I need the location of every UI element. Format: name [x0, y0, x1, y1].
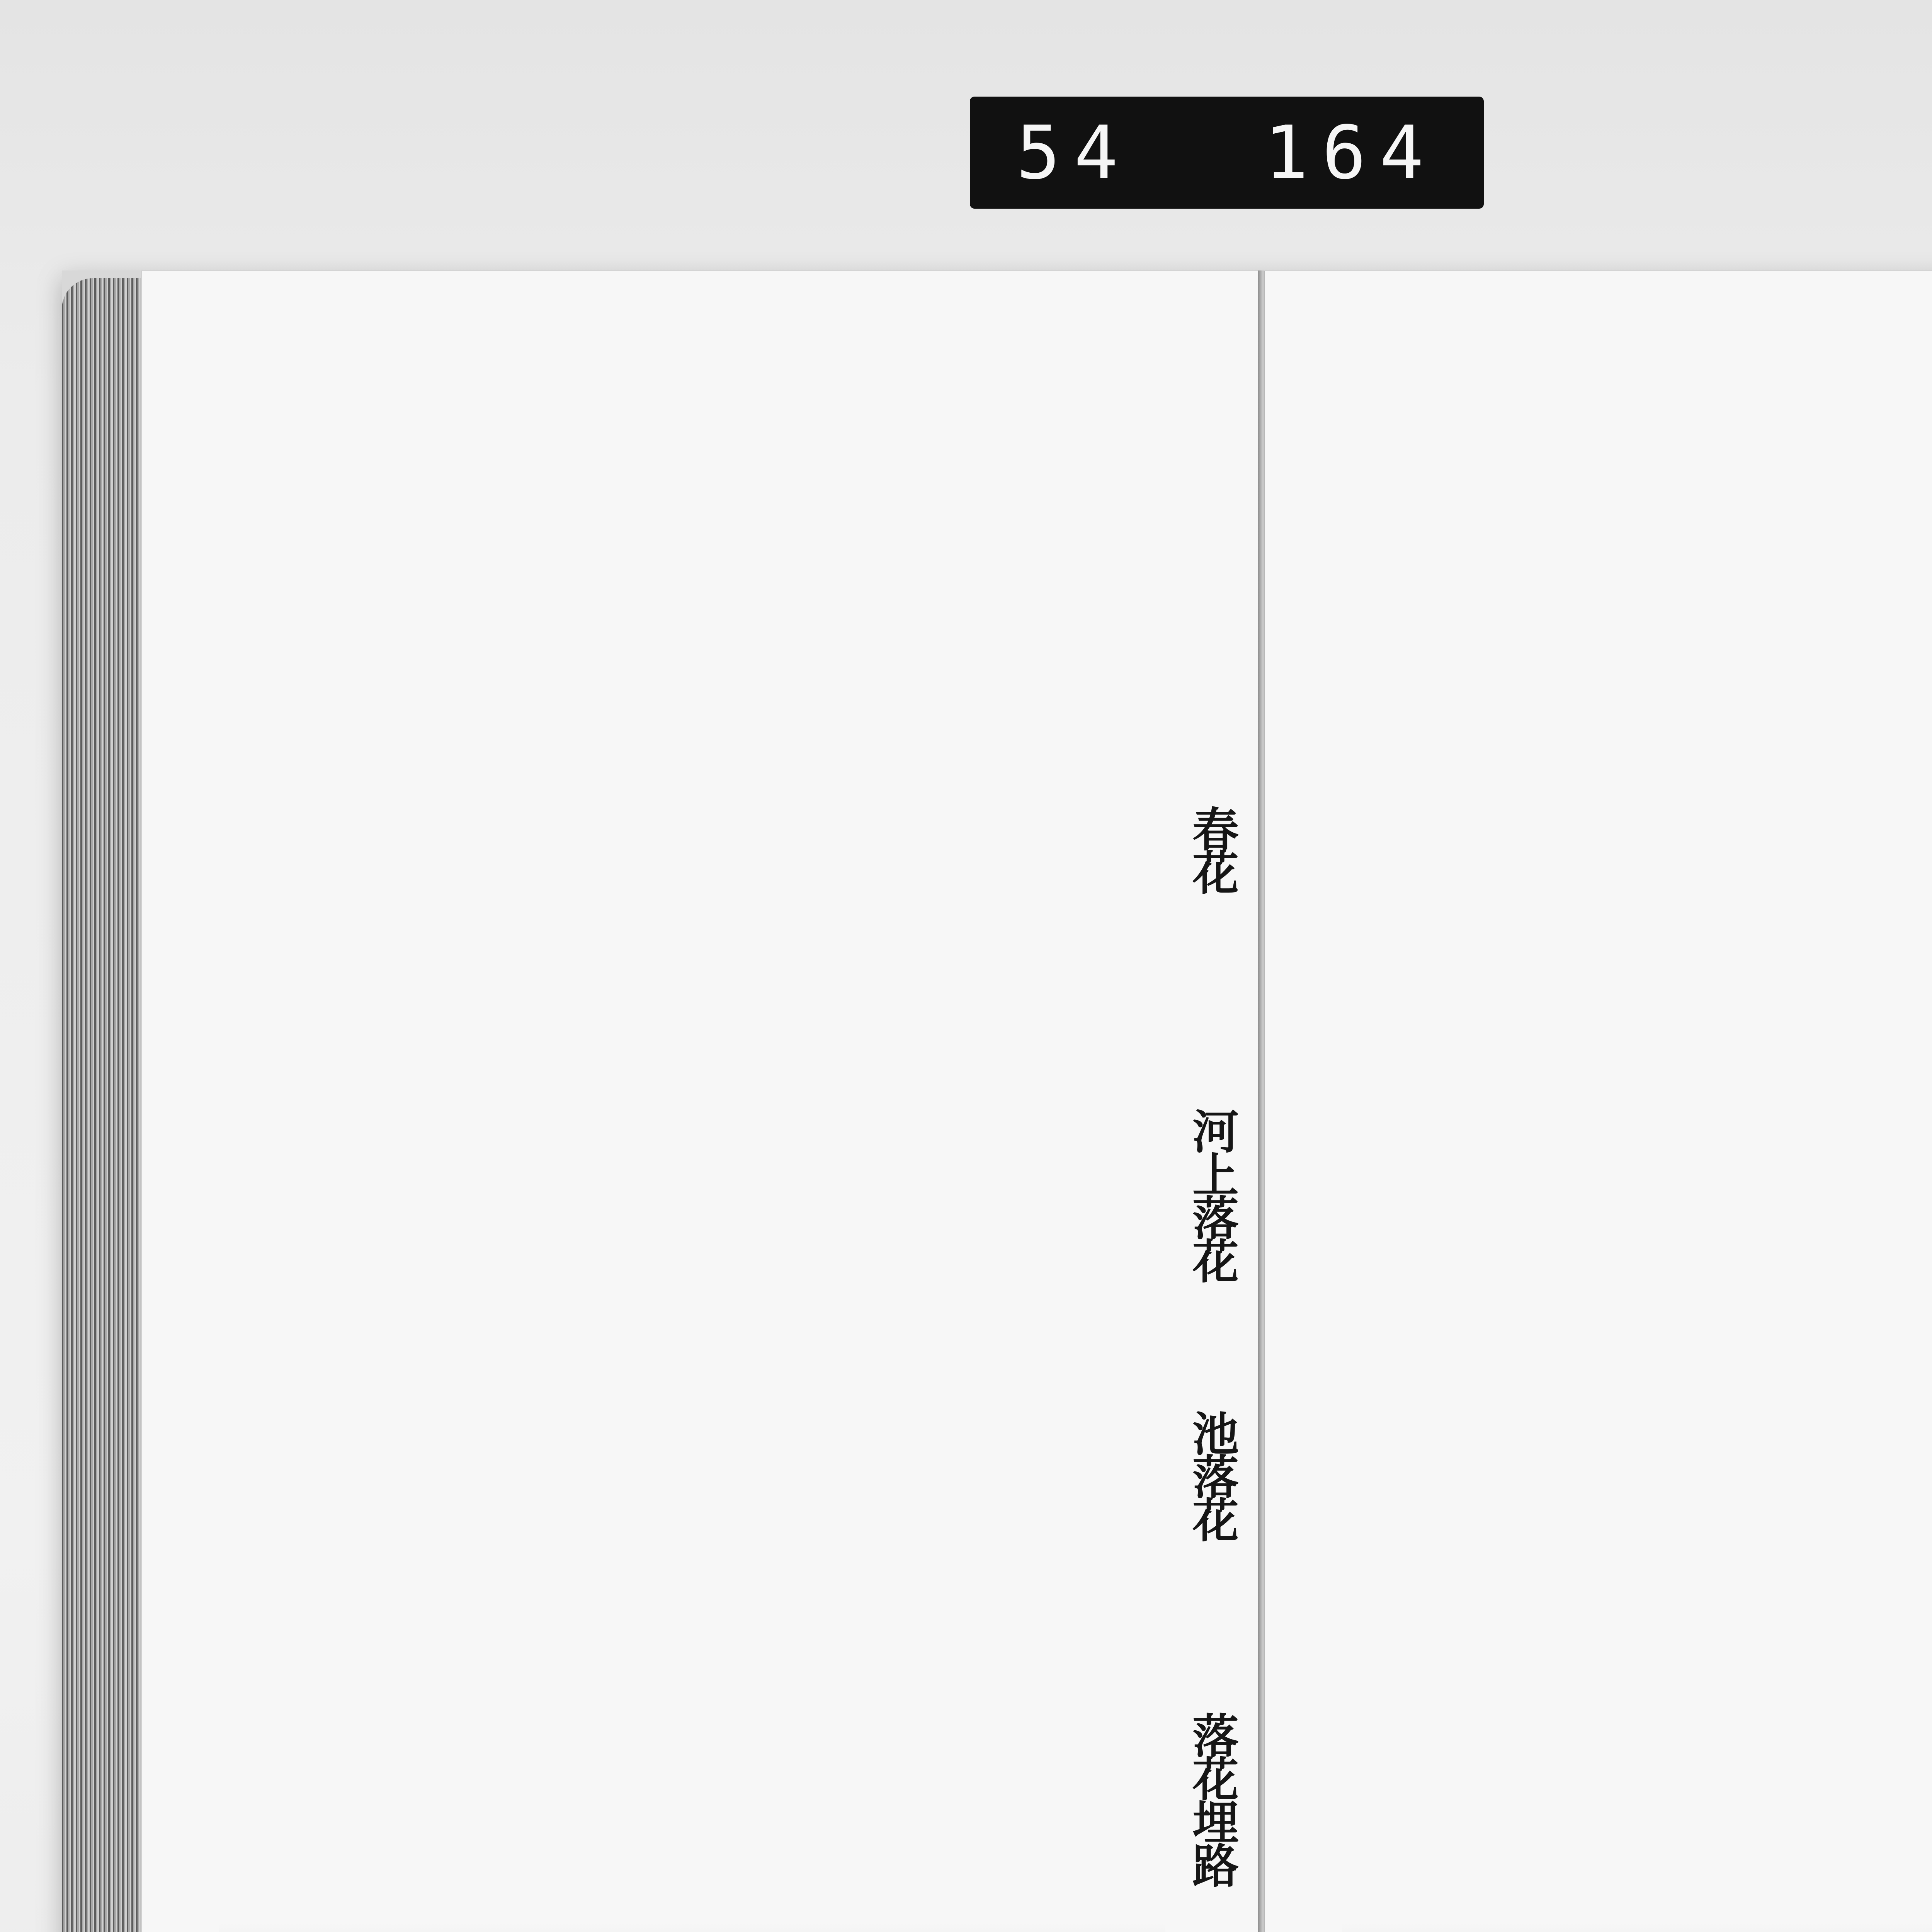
left-page — [141, 270, 1264, 1932]
right-column-1 — [1319, 503, 1932, 774]
right-page — [1264, 270, 1932, 1932]
right-column-3 — [1319, 1107, 1932, 1378]
left-column-1 — [230, 503, 1235, 774]
left-column-3 — [230, 1107, 1239, 1378]
column-heading: 河上落花 — [1185, 1107, 1239, 1281]
right-column-2 — [1319, 805, 1932, 1076]
right-column-5 — [1319, 1712, 1932, 1932]
right-page-text-columns — [1319, 503, 1932, 1855]
catalog-number-plate — [970, 97, 1484, 209]
left-column-2 — [230, 805, 1239, 1076]
left-page-bottom-shadow — [219, 1923, 1165, 1932]
left-page-text-columns — [230, 503, 1239, 1885]
catalog-volume-number: 54 — [1016, 110, 1132, 196]
left-column-5 — [230, 1712, 1239, 1932]
open-manuscript-book — [62, 270, 1932, 1932]
column-heading: 春花 — [1185, 805, 1239, 892]
left-page-edge — [62, 278, 143, 1932]
column-heading: 池落花 — [1185, 1410, 1239, 1539]
column-heading: 落花埋路 — [1185, 1712, 1239, 1885]
catalog-page-number: 164 — [1264, 110, 1437, 196]
right-page-bottom-shadow — [1342, 1923, 1932, 1932]
left-column-4 — [230, 1410, 1239, 1680]
right-column-4 — [1319, 1410, 1932, 1680]
